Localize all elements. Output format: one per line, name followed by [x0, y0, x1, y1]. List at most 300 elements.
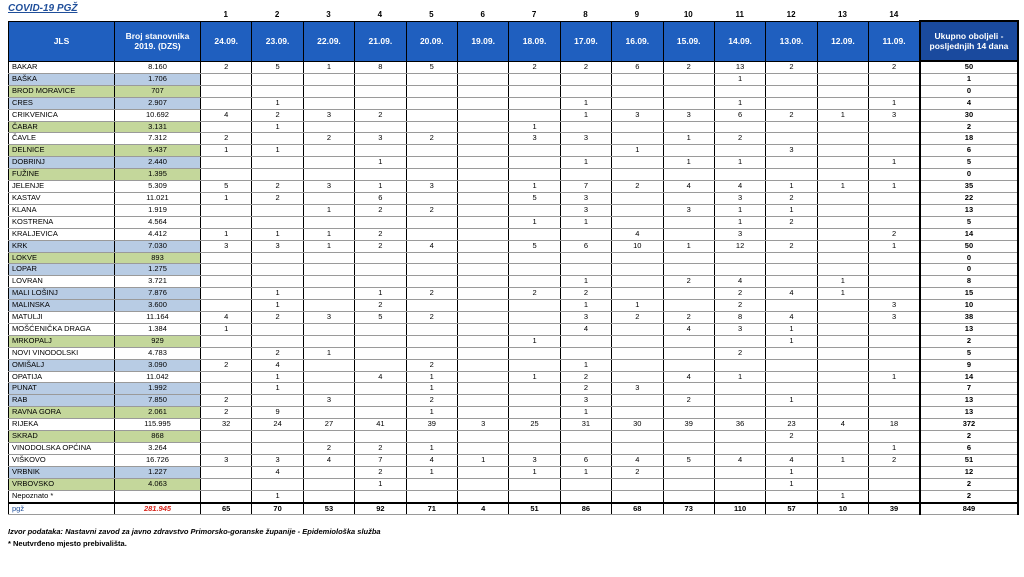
- case-count-cell: 3: [869, 312, 920, 324]
- case-count-cell: [612, 407, 663, 419]
- population-cell: [115, 490, 201, 502]
- case-count-cell: [509, 478, 560, 490]
- header-date: 12.09.: [817, 21, 868, 61]
- population-cell: 3.264: [115, 443, 201, 455]
- case-count-cell: 4: [252, 359, 303, 371]
- case-count-cell: 2: [201, 359, 252, 371]
- row-total-cell: 2: [920, 335, 1018, 347]
- case-count-cell: [663, 478, 714, 490]
- case-count-cell: [869, 395, 920, 407]
- case-count-cell: [355, 121, 406, 133]
- case-count-cell: [817, 169, 868, 181]
- case-count-cell: [869, 478, 920, 490]
- row-total-cell: 5: [920, 157, 1018, 169]
- case-count-cell: 3: [560, 192, 611, 204]
- case-count-cell: [406, 264, 457, 276]
- case-count-cell: [869, 169, 920, 181]
- municipality-name: RAB: [9, 395, 115, 407]
- case-count-cell: [509, 431, 560, 443]
- case-count-cell: [303, 73, 354, 85]
- case-count-cell: [560, 347, 611, 359]
- case-count-cell: [509, 443, 560, 455]
- population-cell: 7.876: [115, 288, 201, 300]
- case-count-cell: [869, 252, 920, 264]
- population-cell: 1.384: [115, 323, 201, 335]
- case-count-cell: 3: [201, 240, 252, 252]
- case-count-cell: [509, 204, 560, 216]
- case-count-cell: 2: [766, 61, 817, 73]
- case-count-cell: [869, 121, 920, 133]
- day-number: 6: [480, 10, 485, 19]
- population-cell: 2.061: [115, 407, 201, 419]
- case-count-cell: 1: [766, 204, 817, 216]
- case-count-cell: 1: [252, 383, 303, 395]
- case-count-cell: [457, 347, 508, 359]
- case-count-cell: 4: [406, 240, 457, 252]
- case-count-cell: 1: [303, 228, 354, 240]
- case-count-cell: [817, 371, 868, 383]
- population-cell: 1.395: [115, 169, 201, 181]
- case-count-cell: [355, 216, 406, 228]
- row-total-cell: 7: [920, 383, 1018, 395]
- case-count-cell: [406, 169, 457, 181]
- case-count-cell: 2: [355, 204, 406, 216]
- case-count-cell: [201, 157, 252, 169]
- table-row: [9, 85, 1018, 97]
- case-count-cell: [869, 431, 920, 443]
- case-count-cell: 3: [457, 419, 508, 431]
- case-count-cell: 3: [714, 323, 765, 335]
- grand-total-cell: 849: [920, 503, 1018, 515]
- case-count-cell: [252, 431, 303, 443]
- case-count-cell: 1: [509, 216, 560, 228]
- case-count-cell: [457, 478, 508, 490]
- case-count-cell: [406, 276, 457, 288]
- case-count-cell: 1: [560, 466, 611, 478]
- case-count-cell: [612, 157, 663, 169]
- case-count-cell: [869, 85, 920, 97]
- population-cell: 3.131: [115, 121, 201, 133]
- case-count-cell: [303, 466, 354, 478]
- population-cell: 1.919: [115, 204, 201, 216]
- case-count-cell: 2: [355, 240, 406, 252]
- case-count-cell: 5: [509, 192, 560, 204]
- case-count-cell: [457, 97, 508, 109]
- case-count-cell: [457, 443, 508, 455]
- case-count-cell: [201, 276, 252, 288]
- municipality-name: MRKOPALJ: [9, 335, 115, 347]
- municipality-name: ČABAR: [9, 121, 115, 133]
- case-count-cell: 32: [201, 419, 252, 431]
- case-count-cell: [766, 97, 817, 109]
- case-count-cell: [201, 466, 252, 478]
- day-number: 12: [786, 10, 796, 19]
- case-count-cell: [355, 252, 406, 264]
- case-count-cell: [457, 276, 508, 288]
- case-count-cell: 2: [303, 443, 354, 455]
- table-row: [9, 478, 1018, 490]
- case-count-cell: [303, 431, 354, 443]
- case-count-cell: 6: [560, 454, 611, 466]
- table-row: [9, 371, 1018, 383]
- case-count-cell: 6: [560, 240, 611, 252]
- population-cell: 7.030: [115, 240, 201, 252]
- case-count-cell: [303, 121, 354, 133]
- case-count-cell: [663, 121, 714, 133]
- case-count-cell: 3: [560, 395, 611, 407]
- case-count-cell: [714, 252, 765, 264]
- case-count-cell: [663, 466, 714, 478]
- case-count-cell: [252, 169, 303, 181]
- case-count-cell: [252, 133, 303, 145]
- case-count-cell: [714, 359, 765, 371]
- municipality-name: Nepoznato *: [9, 490, 115, 502]
- case-count-cell: [355, 323, 406, 335]
- case-count-cell: 1: [869, 157, 920, 169]
- case-count-cell: [303, 216, 354, 228]
- case-count-cell: 2: [201, 133, 252, 145]
- case-count-cell: 1: [509, 121, 560, 133]
- header-date: 11.09.: [869, 21, 920, 61]
- summary-day-total: 51: [509, 503, 560, 515]
- municipality-name: VIŠKOVO: [9, 454, 115, 466]
- population-cell: 4.783: [115, 347, 201, 359]
- case-count-cell: [509, 169, 560, 181]
- table-row: [9, 264, 1018, 276]
- population-cell: 1.227: [115, 466, 201, 478]
- population-cell: 1.992: [115, 383, 201, 395]
- summary-day-total: 73: [663, 503, 714, 515]
- case-count-cell: 2: [509, 288, 560, 300]
- population-cell: 4.063: [115, 478, 201, 490]
- case-count-cell: [663, 347, 714, 359]
- population-cell: 5.437: [115, 145, 201, 157]
- case-count-cell: [201, 490, 252, 502]
- case-count-cell: [457, 264, 508, 276]
- case-count-cell: [457, 228, 508, 240]
- case-count-cell: [817, 145, 868, 157]
- case-count-cell: [457, 288, 508, 300]
- case-count-cell: 1: [766, 466, 817, 478]
- table-row: [9, 383, 1018, 395]
- case-count-cell: [612, 288, 663, 300]
- case-count-cell: 1: [560, 216, 611, 228]
- day-number: 3: [326, 10, 331, 19]
- case-count-cell: 1: [509, 371, 560, 383]
- case-count-cell: 3: [714, 192, 765, 204]
- case-count-cell: [817, 204, 868, 216]
- case-count-cell: [201, 169, 252, 181]
- case-count-cell: [663, 359, 714, 371]
- case-count-cell: [406, 323, 457, 335]
- case-count-cell: 2: [560, 61, 611, 73]
- municipality-name: VINODOLSKA OPĆINA: [9, 443, 115, 455]
- case-count-cell: 2: [612, 181, 663, 193]
- case-count-cell: 2: [355, 466, 406, 478]
- case-count-cell: [766, 252, 817, 264]
- case-count-cell: [201, 431, 252, 443]
- case-count-cell: [612, 73, 663, 85]
- case-count-cell: [714, 264, 765, 276]
- case-count-cell: [406, 347, 457, 359]
- case-count-cell: 25: [509, 419, 560, 431]
- row-total-cell: 50: [920, 240, 1018, 252]
- population-cell: 11.021: [115, 192, 201, 204]
- case-count-cell: [406, 478, 457, 490]
- case-count-cell: 2: [509, 61, 560, 73]
- case-count-cell: [817, 407, 868, 419]
- case-count-cell: [252, 216, 303, 228]
- case-count-cell: 41: [355, 419, 406, 431]
- case-count-cell: 2: [766, 216, 817, 228]
- case-count-cell: 1: [869, 443, 920, 455]
- table-row: [9, 347, 1018, 359]
- case-count-cell: [817, 121, 868, 133]
- case-count-cell: [201, 335, 252, 347]
- case-count-cell: [663, 264, 714, 276]
- population-cell: 11.042: [115, 371, 201, 383]
- case-count-cell: [509, 157, 560, 169]
- case-count-cell: [406, 145, 457, 157]
- case-count-cell: 1: [869, 371, 920, 383]
- case-count-cell: 3: [663, 109, 714, 121]
- population-cell: 3.721: [115, 276, 201, 288]
- row-total-cell: 18: [920, 133, 1018, 145]
- population-cell: 11.164: [115, 312, 201, 324]
- covid-table: [8, 20, 1019, 515]
- case-count-cell: [612, 85, 663, 97]
- row-total-cell: 9: [920, 359, 1018, 371]
- case-count-cell: [201, 97, 252, 109]
- case-count-cell: [355, 73, 406, 85]
- case-count-cell: 1: [714, 371, 765, 383]
- case-count-cell: [201, 371, 252, 383]
- case-count-cell: [869, 323, 920, 335]
- case-count-cell: [714, 121, 765, 133]
- municipality-name: FUŽINE: [9, 169, 115, 181]
- case-count-cell: [457, 466, 508, 478]
- case-count-cell: [612, 121, 663, 133]
- case-count-cell: [663, 335, 714, 347]
- case-count-cell: [869, 407, 920, 419]
- case-count-cell: 1: [663, 157, 714, 169]
- population-cell: 868: [115, 431, 201, 443]
- case-count-cell: 1: [817, 454, 868, 466]
- case-count-cell: [406, 431, 457, 443]
- case-count-cell: [457, 145, 508, 157]
- case-count-cell: 2: [663, 276, 714, 288]
- case-count-cell: [457, 383, 508, 395]
- case-count-cell: [869, 133, 920, 145]
- case-count-cell: [252, 85, 303, 97]
- row-total-cell: 35: [920, 181, 1018, 193]
- case-count-cell: 2: [406, 133, 457, 145]
- case-count-cell: [252, 478, 303, 490]
- case-count-cell: 39: [406, 419, 457, 431]
- row-total-cell: 13: [920, 204, 1018, 216]
- case-count-cell: [406, 73, 457, 85]
- row-total-cell: 50: [920, 61, 1018, 73]
- row-total-cell: 22: [920, 192, 1018, 204]
- case-count-cell: [355, 383, 406, 395]
- day-number: 5: [429, 10, 434, 19]
- case-count-cell: [201, 383, 252, 395]
- case-count-cell: [766, 443, 817, 455]
- day-number: 4: [377, 10, 383, 19]
- case-count-cell: [612, 347, 663, 359]
- case-count-cell: [714, 478, 765, 490]
- case-count-cell: [612, 431, 663, 443]
- case-count-cell: 2: [355, 228, 406, 240]
- case-count-cell: [612, 216, 663, 228]
- case-count-cell: 5: [201, 181, 252, 193]
- case-count-cell: 1: [560, 276, 611, 288]
- case-count-cell: 1: [252, 97, 303, 109]
- case-count-cell: 2: [766, 431, 817, 443]
- case-count-cell: 2: [201, 395, 252, 407]
- case-count-cell: [663, 216, 714, 228]
- row-total-cell: 2: [920, 478, 1018, 490]
- case-count-cell: 1: [560, 359, 611, 371]
- population-cell: 10.692: [115, 109, 201, 121]
- case-count-cell: [252, 443, 303, 455]
- case-count-cell: [201, 288, 252, 300]
- table-row: [9, 300, 1018, 312]
- case-count-cell: 2: [714, 133, 765, 145]
- case-count-cell: 1: [766, 181, 817, 193]
- case-count-cell: [714, 85, 765, 97]
- case-count-cell: [766, 490, 817, 502]
- case-count-cell: [714, 145, 765, 157]
- case-count-cell: 1: [201, 323, 252, 335]
- case-count-cell: [509, 347, 560, 359]
- case-count-cell: [612, 276, 663, 288]
- case-count-cell: [252, 395, 303, 407]
- case-count-cell: 1: [869, 97, 920, 109]
- row-total-cell: 5: [920, 347, 1018, 359]
- case-count-cell: 4: [663, 323, 714, 335]
- case-count-cell: 1: [560, 407, 611, 419]
- page-title: COVID-19 PGŽ: [8, 3, 78, 14]
- case-count-cell: [406, 335, 457, 347]
- case-count-cell: 1: [252, 490, 303, 502]
- case-count-cell: [201, 300, 252, 312]
- case-count-cell: 2: [714, 347, 765, 359]
- case-count-cell: [560, 252, 611, 264]
- case-count-cell: [355, 264, 406, 276]
- case-count-cell: 1: [612, 300, 663, 312]
- case-count-cell: [714, 335, 765, 347]
- case-count-cell: [457, 157, 508, 169]
- case-count-cell: 1: [201, 145, 252, 157]
- row-total-cell: 6: [920, 145, 1018, 157]
- case-count-cell: [201, 252, 252, 264]
- case-count-cell: [457, 121, 508, 133]
- population-cell: 115.995: [115, 419, 201, 431]
- case-count-cell: 1: [252, 228, 303, 240]
- day-number: 9: [634, 10, 640, 19]
- table-row: [9, 276, 1018, 288]
- case-count-cell: 2: [201, 407, 252, 419]
- case-count-cell: 1: [303, 204, 354, 216]
- case-count-cell: [201, 478, 252, 490]
- case-count-cell: [406, 109, 457, 121]
- table-row: [9, 443, 1018, 455]
- case-count-cell: 3: [869, 300, 920, 312]
- table-row: [9, 204, 1018, 216]
- case-count-cell: [817, 133, 868, 145]
- case-count-cell: 1: [355, 288, 406, 300]
- case-count-cell: [201, 85, 252, 97]
- case-count-cell: 3: [560, 204, 611, 216]
- municipality-name: PUNAT: [9, 383, 115, 395]
- case-count-cell: [303, 407, 354, 419]
- case-count-cell: [457, 371, 508, 383]
- case-count-cell: 3: [560, 312, 611, 324]
- row-total-cell: 4: [920, 97, 1018, 109]
- case-count-cell: [355, 359, 406, 371]
- municipality-name: DOBRINJ: [9, 157, 115, 169]
- unknown-residence-note: * Neutvrđeno mjesto prebivališta.: [8, 539, 127, 548]
- municipality-name: VRBNIK: [9, 466, 115, 478]
- population-cell: 8.160: [115, 61, 201, 73]
- case-count-cell: 1: [406, 443, 457, 455]
- case-count-cell: [714, 395, 765, 407]
- case-count-cell: 36: [714, 419, 765, 431]
- case-count-cell: 5: [252, 61, 303, 73]
- case-count-cell: 1: [252, 145, 303, 157]
- table-row: [9, 73, 1018, 85]
- population-cell: 3.090: [115, 359, 201, 371]
- case-count-cell: [252, 157, 303, 169]
- case-count-cell: [663, 431, 714, 443]
- row-total-cell: 6: [920, 443, 1018, 455]
- population-cell: 16.726: [115, 454, 201, 466]
- case-count-cell: 4: [714, 181, 765, 193]
- case-count-cell: 6: [714, 109, 765, 121]
- municipality-name: CRIKVENICA: [9, 109, 115, 121]
- row-total-cell: 14: [920, 228, 1018, 240]
- population-cell: 7.312: [115, 133, 201, 145]
- case-count-cell: [457, 407, 508, 419]
- municipality-name: LOPAR: [9, 264, 115, 276]
- case-count-cell: [355, 431, 406, 443]
- case-count-cell: [355, 85, 406, 97]
- case-count-cell: 6: [355, 192, 406, 204]
- case-count-cell: [303, 276, 354, 288]
- case-count-cell: [406, 216, 457, 228]
- header-date: 21.09.: [355, 21, 406, 61]
- case-count-cell: [817, 431, 868, 443]
- header-date: 24.09.: [201, 21, 252, 61]
- municipality-name: KLANA: [9, 204, 115, 216]
- case-count-cell: 1: [201, 192, 252, 204]
- case-count-cell: 2: [714, 288, 765, 300]
- case-count-cell: [612, 323, 663, 335]
- case-count-cell: [355, 335, 406, 347]
- case-count-cell: [201, 264, 252, 276]
- municipality-name: SKRAD: [9, 431, 115, 443]
- case-count-cell: [612, 335, 663, 347]
- case-count-cell: 3: [355, 133, 406, 145]
- case-count-cell: [714, 443, 765, 455]
- case-count-cell: [663, 169, 714, 181]
- case-count-cell: 1: [869, 181, 920, 193]
- case-count-cell: [252, 252, 303, 264]
- case-count-cell: [766, 383, 817, 395]
- case-count-cell: [817, 335, 868, 347]
- case-count-cell: [252, 264, 303, 276]
